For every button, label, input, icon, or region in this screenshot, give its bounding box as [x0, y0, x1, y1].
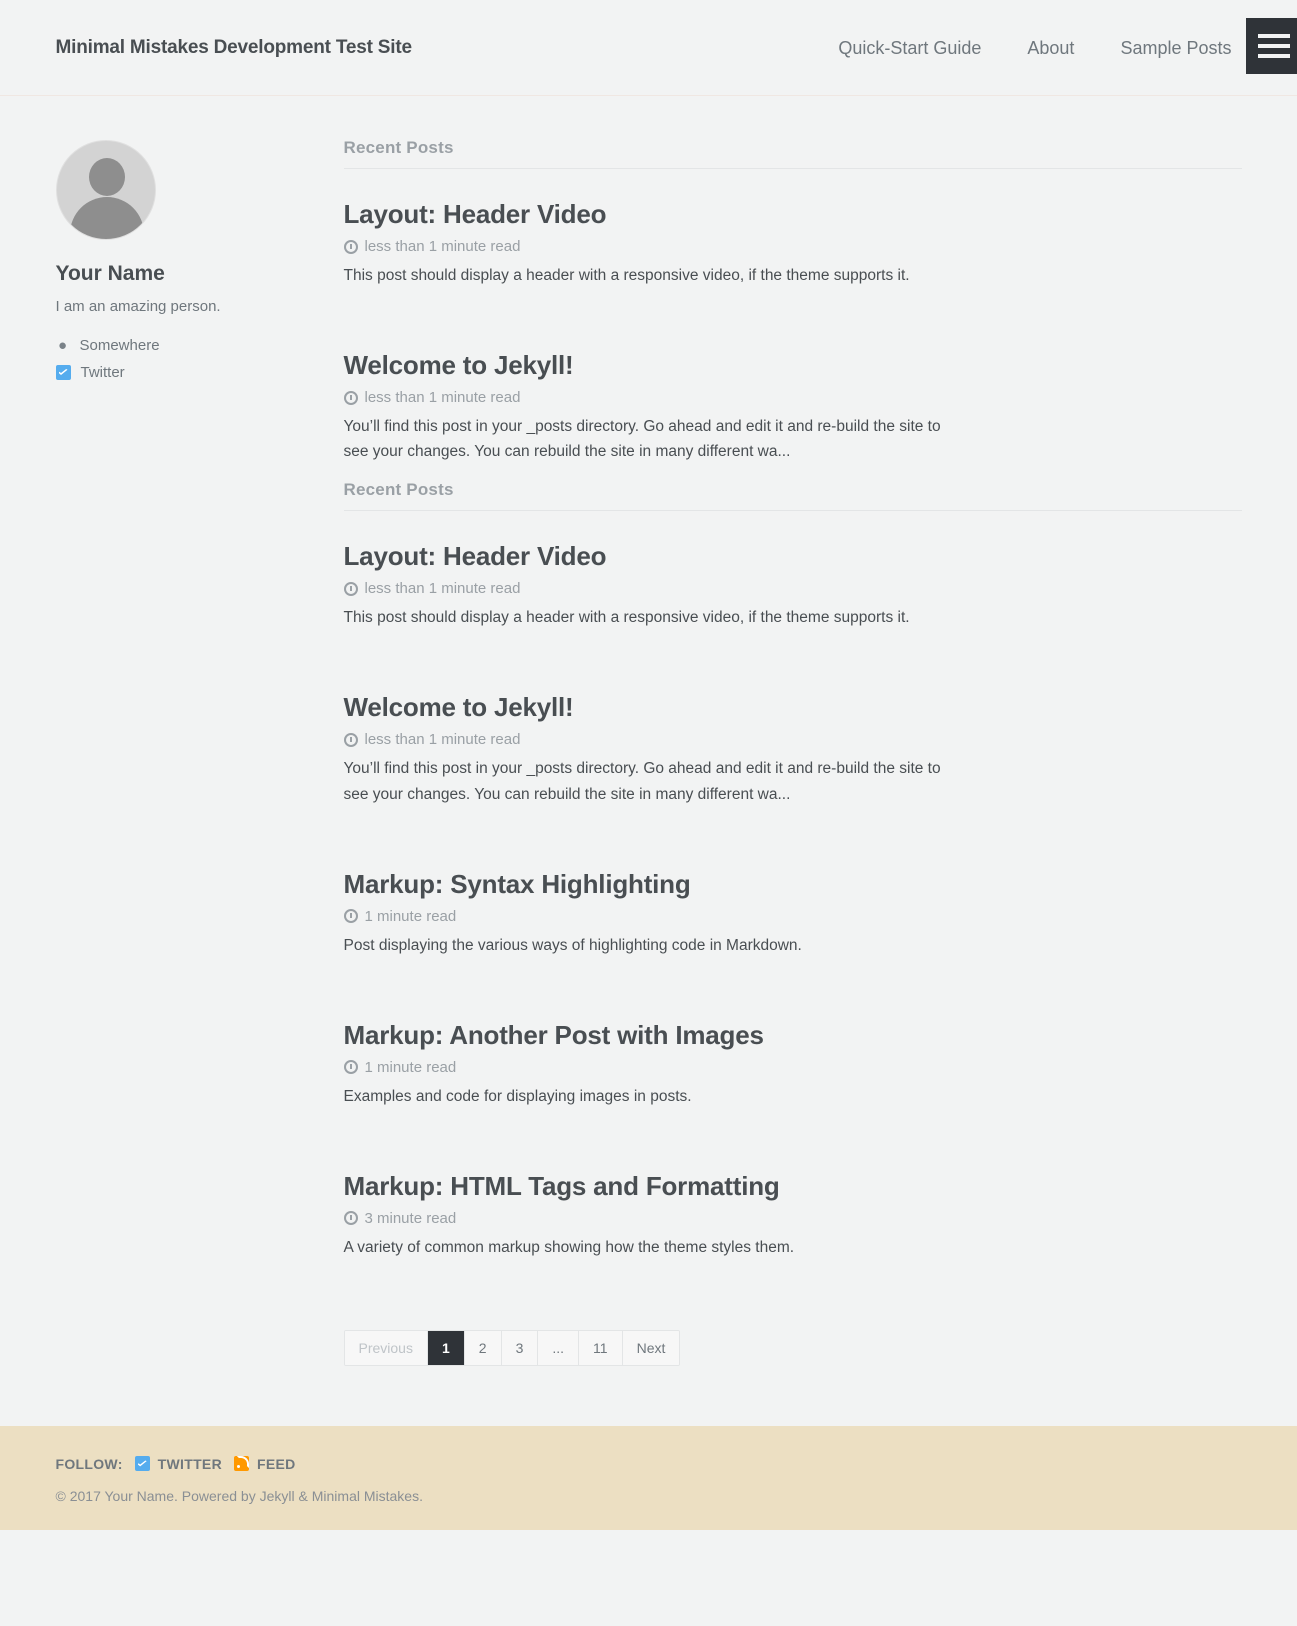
author-name: Your Name [55, 262, 165, 285]
avatar-head-shape [89, 158, 125, 196]
section-title-recent-posts-1: Recent Posts [344, 138, 1242, 169]
spacer [344, 288, 1242, 320]
hamburger-bar [1258, 54, 1290, 58]
hamburger-icon[interactable] [1246, 18, 1297, 74]
masthead-inner [24, 0, 1274, 96]
author-location-row [56, 337, 312, 354]
clock-icon [344, 1211, 358, 1225]
footer-feed-link[interactable] [234, 1456, 296, 1472]
post-meta [344, 1210, 1242, 1227]
post-read-time: less than 1 minute read [364, 731, 521, 749]
clock-icon [344, 582, 358, 596]
footer-copyright: © 2017 Your Name. Powered by Jekyll & Minimal Mistakes. [55, 1487, 423, 1504]
masthead [0, 0, 1297, 96]
footer-follow-row [56, 1456, 1242, 1472]
spacer [344, 1109, 1242, 1141]
post-meta [344, 731, 1242, 748]
pagination-page-3[interactable]: 3 [502, 1331, 539, 1365]
author-location-label: Somewhere [79, 337, 160, 354]
post-title[interactable]: Markup: Another Post with Images [343, 1019, 764, 1050]
post-read-time: 1 minute read [364, 1058, 457, 1076]
post-list-item[interactable] [344, 1171, 1242, 1260]
clock-icon [344, 1060, 358, 1074]
pagination-page-2[interactable]: 2 [465, 1331, 502, 1365]
nav-item-quick-start-guide[interactable]: Quick-Start Guide [838, 37, 982, 58]
pagination-ellipsis: ... [538, 1331, 579, 1365]
footer-inner [24, 1456, 1274, 1504]
pagination [344, 1330, 681, 1366]
post-title[interactable]: Welcome to Jekyll! [343, 350, 574, 381]
post-title[interactable]: Welcome to Jekyll! [343, 692, 574, 723]
primary-nav [838, 38, 1231, 59]
post-list-item[interactable] [344, 1020, 1242, 1109]
author-twitter-row[interactable] [56, 364, 312, 381]
site-title[interactable]: Minimal Mistakes Development Test Site [55, 37, 412, 58]
avatar-placeholder-icon [56, 140, 156, 240]
hamburger-bar [1258, 44, 1290, 48]
post-list-item[interactable] [344, 541, 1242, 630]
post-excerpt: This post should display a header with a responsive video, if the theme supports it. [343, 609, 910, 627]
post-list-item[interactable] [344, 692, 1242, 806]
page-footer [0, 1426, 1297, 1530]
spacer [344, 630, 1242, 662]
avatar-body-shape [70, 197, 144, 240]
spacer [344, 958, 1242, 990]
post-list-item[interactable] [344, 199, 1242, 288]
post-title[interactable]: Markup: Syntax Highlighting [343, 868, 691, 899]
clock-icon [344, 733, 358, 747]
post-list-item[interactable] [344, 869, 1242, 958]
author-bio: I am an amazing person. [55, 298, 221, 315]
pagination-page-11[interactable]: 11 [579, 1331, 623, 1365]
post-meta [344, 580, 1242, 597]
post-excerpt: A variety of common markup showing how the theme styles them. [343, 1238, 795, 1256]
post-excerpt: This post should display a header with a responsive video, if the theme supports it. [343, 267, 910, 284]
post-meta [344, 238, 1242, 255]
section-title-recent-posts-2: Recent Posts [344, 480, 1242, 511]
author-meta-list [56, 337, 312, 381]
post-excerpt: You’ll find this post in your _posts directory. Go ahead and edit it and re-build the site to see your changes. You can rebuild the site in many different wa... [343, 418, 941, 461]
footer-twitter-link[interactable] [135, 1456, 222, 1472]
post-title[interactable]: Markup: HTML Tags and Formatting [343, 1170, 780, 1201]
post-read-time: less than 1 minute read [364, 238, 521, 255]
post-title[interactable]: Layout: Header Video [343, 199, 607, 229]
pagination-page-1[interactable]: 1 [428, 1331, 465, 1365]
pagination-next[interactable]: Next [623, 1331, 680, 1365]
clock-icon [344, 240, 358, 254]
post-title[interactable]: Layout: Header Video [343, 541, 607, 572]
post-excerpt: Examples and code for displaying images in posts. [343, 1087, 692, 1105]
footer-feed-label: FEED [256, 1455, 296, 1472]
clock-icon [344, 909, 358, 923]
post-list-item[interactable] [344, 350, 1242, 464]
post-read-time: 3 minute read [364, 1209, 457, 1227]
nav-item-about[interactable]: About [1027, 37, 1075, 58]
post-read-time: less than 1 minute read [364, 580, 521, 598]
post-meta [344, 389, 1242, 406]
clock-icon [344, 391, 358, 405]
twitter-icon [135, 1456, 150, 1471]
hamburger-bar [1258, 34, 1290, 38]
twitter-icon [56, 365, 71, 380]
archive-main [312, 138, 1274, 1366]
post-meta [344, 908, 1242, 925]
post-excerpt: You’ll find this post in your _posts directory. Go ahead and edit it and re-build the site to see your changes. You can rebuild the site in many different wa... [343, 760, 941, 803]
post-read-time: less than 1 minute read [364, 389, 521, 407]
post-read-time: 1 minute read [364, 907, 457, 925]
spacer [344, 807, 1242, 839]
author-sidebar [24, 138, 312, 1366]
pagination-previous: Previous [345, 1331, 428, 1365]
author-twitter-link[interactable]: Twitter [80, 364, 125, 381]
page-wrapper [24, 96, 1274, 1426]
nav-item-sample-posts[interactable]: Sample Posts [1120, 37, 1232, 58]
footer-follow-label: FOLLOW: [55, 1455, 123, 1472]
footer-twitter-label: TWITTER [157, 1455, 222, 1472]
post-excerpt: Post displaying the various ways of highlighting code in Markdown. [343, 936, 802, 954]
map-pin-icon: ● [57, 337, 68, 354]
post-meta [344, 1059, 1242, 1076]
rss-icon [234, 1456, 249, 1471]
